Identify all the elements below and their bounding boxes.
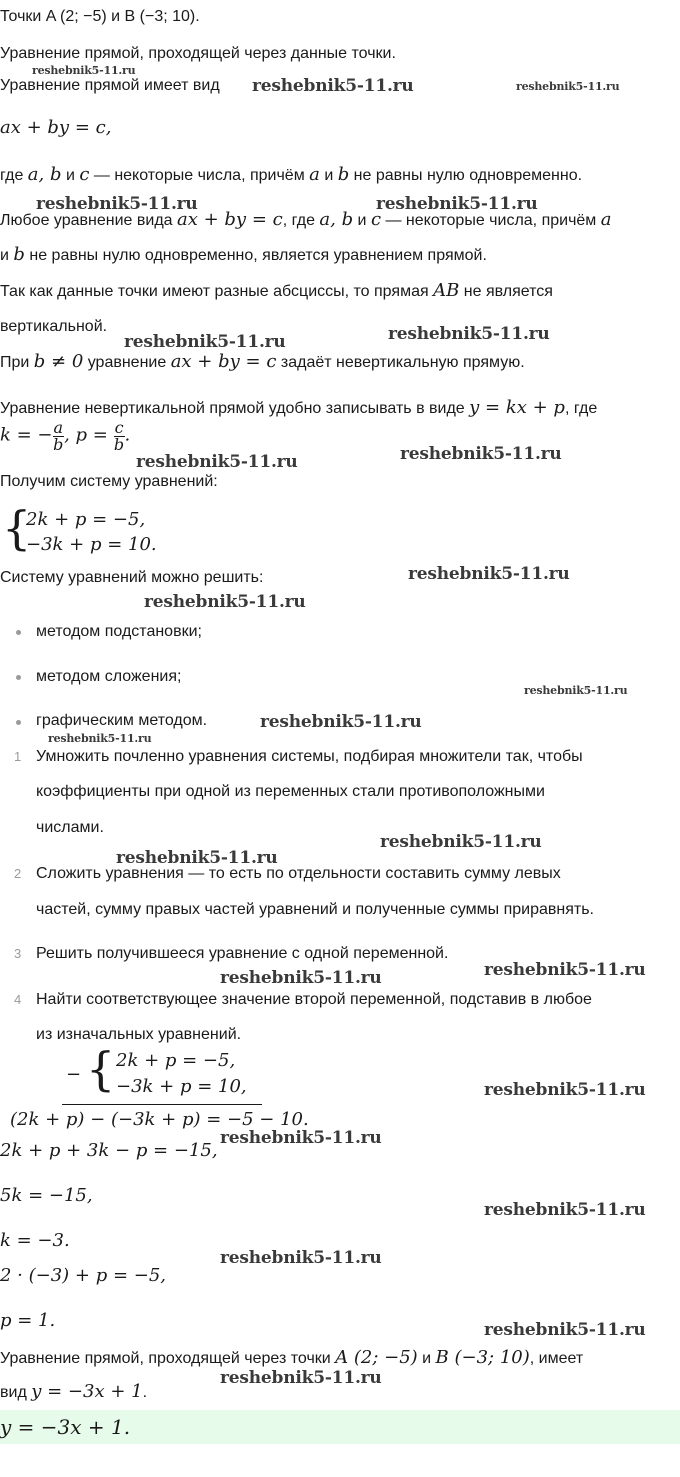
text-line: где a, b и c — некоторые числа, причём a и b не равны нулю одновременно.	[0, 164, 583, 185]
calc-line: k = −3.	[0, 1230, 70, 1251]
watermark: reshebnik5-11.ru	[252, 76, 414, 96]
watermark: reshebnik5-11.ru	[220, 1248, 382, 1268]
watermark: reshebnik5-11.ru	[516, 80, 620, 93]
watermark: reshebnik5-11.ru	[48, 732, 152, 745]
calc-line: 5k = −15,	[0, 1185, 93, 1206]
bullet-dot	[16, 675, 21, 680]
watermark: reshebnik5-11.ru	[484, 1200, 646, 1220]
minus-sign: −	[66, 1064, 82, 1085]
step-text: коэффициенты при одной из переменных стали противоположными	[36, 783, 545, 800]
answer-text: y = −3x + 1.	[0, 1415, 131, 1439]
text-line: вид y = −3x + 1.	[0, 1381, 148, 1402]
step-text: Решить получившееся уравнение с одной переменной.	[36, 945, 449, 962]
text-line: Уравнение прямой имеет вид	[0, 77, 220, 94]
points-statement: Точки A (2; −5) и B (−3; 10).	[0, 8, 200, 25]
text-line: Любое уравнение вида ax + by = c, где a, b и c — некоторые числа, причём a	[0, 209, 612, 230]
bullet-dot	[16, 630, 21, 635]
step-number: 1	[14, 749, 22, 764]
step-text: Сложить уравнения — то есть по отдельности составить сумму левых	[36, 865, 561, 882]
watermark: reshebnik5-11.ru	[32, 64, 136, 77]
text-line: Уравнение прямой, проходящей через точки A (2; −5) и B (−3; 10), имеет	[0, 1347, 584, 1368]
watermark: reshebnik5-11.ru	[376, 194, 538, 214]
text-line: Так как данные точки имеют разные абсциссы, то прямая AB не является	[0, 280, 553, 301]
text-line: Уравнение невертикальной прямой удобно записывать в виде y = kx + p, где	[0, 397, 598, 418]
step-number: 3	[14, 946, 22, 961]
watermark: reshebnik5-11.ru	[260, 712, 422, 732]
watermark: reshebnik5-11.ru	[220, 1368, 382, 1388]
step-number: 2	[14, 866, 22, 881]
text-line: Систему уравнений можно решить:	[0, 569, 264, 586]
watermark: reshebnik5-11.ru	[220, 968, 382, 988]
watermark: reshebnik5-11.ru	[380, 832, 542, 852]
list-item: методом подстановки;	[36, 623, 202, 640]
system-brace: {	[86, 1042, 116, 1096]
system-equation-2: −3k + p = 10.	[26, 534, 157, 555]
text-line: Получим систему уравнений:	[0, 473, 218, 490]
step-number: 4	[14, 992, 22, 1007]
watermark: reshebnik5-11.ru	[220, 1128, 382, 1148]
watermark: reshebnik5-11.ru	[484, 960, 646, 980]
text-line: Уравнение прямой, проходящей через данные точки.	[0, 45, 396, 62]
calc-line: (2k + p) − (−3k + p) = −5 − 10.	[10, 1109, 309, 1130]
watermark: reshebnik5-11.ru	[116, 848, 278, 868]
watermark: reshebnik5-11.ru	[388, 324, 550, 344]
watermark: reshebnik5-11.ru	[484, 1080, 646, 1100]
calc-line: p = 1.	[0, 1310, 56, 1331]
list-item: методом сложения;	[36, 668, 182, 685]
system-equation-1: 2k + p = −5,	[26, 509, 146, 530]
step-text: Умножить почленно уравнения системы, подбирая множители так, чтобы	[36, 748, 583, 765]
watermark: reshebnik5-11.ru	[124, 332, 286, 352]
formula-fractions: k = − $\frac{a}{b}$ , p = $\frac{c}{b}$ .	[0, 418, 131, 454]
step-text: числами.	[36, 819, 104, 836]
text-line: вертикальной.	[0, 318, 108, 335]
formula-line-equation: ax + by = c,	[0, 117, 112, 138]
subtraction-line	[62, 1104, 262, 1105]
watermark: reshebnik5-11.ru	[36, 194, 198, 214]
step-text: Найти соответствующее значение второй переменной, подставив в любое	[36, 991, 592, 1008]
text-line: и b не равны нулю одновременно, является уравнением прямой.	[0, 244, 487, 265]
watermark: reshebnik5-11.ru	[484, 1320, 646, 1340]
calc-line: 2 · (−3) + p = −5,	[0, 1265, 167, 1286]
bullet-dot	[16, 720, 21, 725]
text-line: При b ≠ 0 уравнение ax + by = c задаёт невертикальную прямую.	[0, 351, 525, 372]
watermark: reshebnik5-11.ru	[400, 444, 562, 464]
step-text: частей, сумму правых частей уравнений и полученные суммы приравнять.	[36, 901, 594, 918]
system-equation-2: −3k + p = 10,	[116, 1076, 247, 1097]
step-text: из изначальных уравнений.	[36, 1026, 242, 1043]
system-brace: {	[2, 501, 32, 555]
watermark: reshebnik5-11.ru	[408, 564, 570, 584]
list-item: графическим методом.	[36, 712, 208, 729]
watermark: reshebnik5-11.ru	[144, 592, 306, 612]
watermark: reshebnik5-11.ru	[136, 452, 298, 472]
system-equation-1: 2k + p = −5,	[116, 1050, 236, 1071]
calc-line: 2k + p + 3k − p = −15,	[0, 1140, 218, 1161]
watermark: reshebnik5-11.ru	[524, 684, 628, 697]
